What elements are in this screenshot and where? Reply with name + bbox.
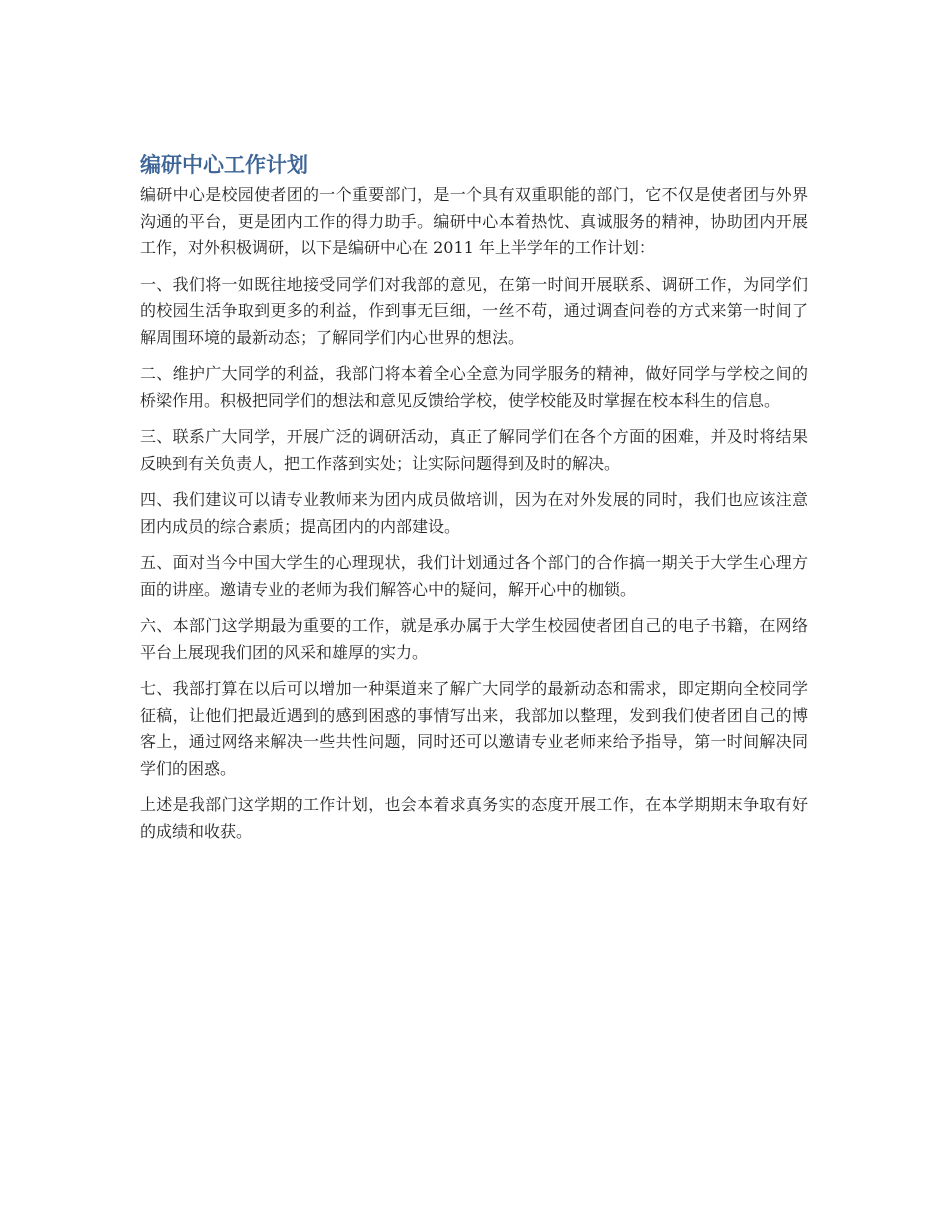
plan-item-1-paragraph: 一、我们将一如既往地接受同学们对我部的意见，在第一时间开展联系、调研工作，为同学们的校园生活争取到更多的利益，作到事无巨细，一丝不苟，通过调查问卷的方式来第一时间了解周围环境的最新动态；了解同学们内心世界的想法。	[140, 274, 808, 347]
plan-item-4-paragraph: 四、我们建议可以请专业教师来为团内成员做培训，因为在对外发展的同时，我们也应该注意团内成员的综合素质；提高团内的内部建设。	[140, 490, 808, 536]
document-page	[140, 150, 808, 855]
plan-item-3-paragraph: 三、联系广大同学，开展广泛的调研活动，真正了解同学们在各个方面的困难，并及时将结果反映到有关负责人，把工作落到实处；让实际问题得到及时的解决。	[140, 427, 808, 473]
plan-item-7-paragraph: 七、我部打算在以后可以增加一种渠道来了解广大同学的最新动态和需求，即定期向全校同学征稿，让他们把最近遇到的感到困惑的事情写出来，我部加以整理，发到我们使者团自己的博客上，通过网络来解决一些共性问题，同时还可以邀请专业老师来给予指导，第一时间解决同学们的困惑。	[140, 679, 808, 778]
conclusion-paragraph: 上述是我部门这学期的工作计划，也会本着求真务实的态度开展工作，在本学期期末争取有好的成绩和收获。	[140, 795, 808, 841]
plan-item-6-paragraph: 六、本部门这学期最为重要的工作，就是承办属于大学生校园使者团自己的电子书籍，在网络平台上展现我们团的风采和雄厚的实力。	[140, 616, 808, 662]
plan-item-5-paragraph: 五、面对当今中国大学生的心理现状，我们计划通过各个部门的合作搞一期关于大学生心理方面的讲座。邀请专业的老师为我们解答心中的疑问，解开心中的枷锁。	[140, 553, 808, 599]
intro-paragraph: 编研中心是校园使者团的一个重要部门，是一个具有双重职能的部门，它不仅是使者团与外界沟通的平台，更是团内工作的得力助手。编研中心本着热忱、真诚服务的精神，协助团内开展工作，对外积极调研，以下是编研中心在 2011 年上半学年的工作计划：	[140, 185, 808, 257]
plan-item-2-paragraph: 二、维护广大同学的利益，我部门将本着全心全意为同学服务的精神，做好同学与学校之间的桥梁作用。积极把同学们的想法和意见反馈给学校，使学校能及时掌握在校本科生的信息。	[140, 364, 808, 410]
document-title: 编研中心工作计划	[140, 153, 308, 177]
